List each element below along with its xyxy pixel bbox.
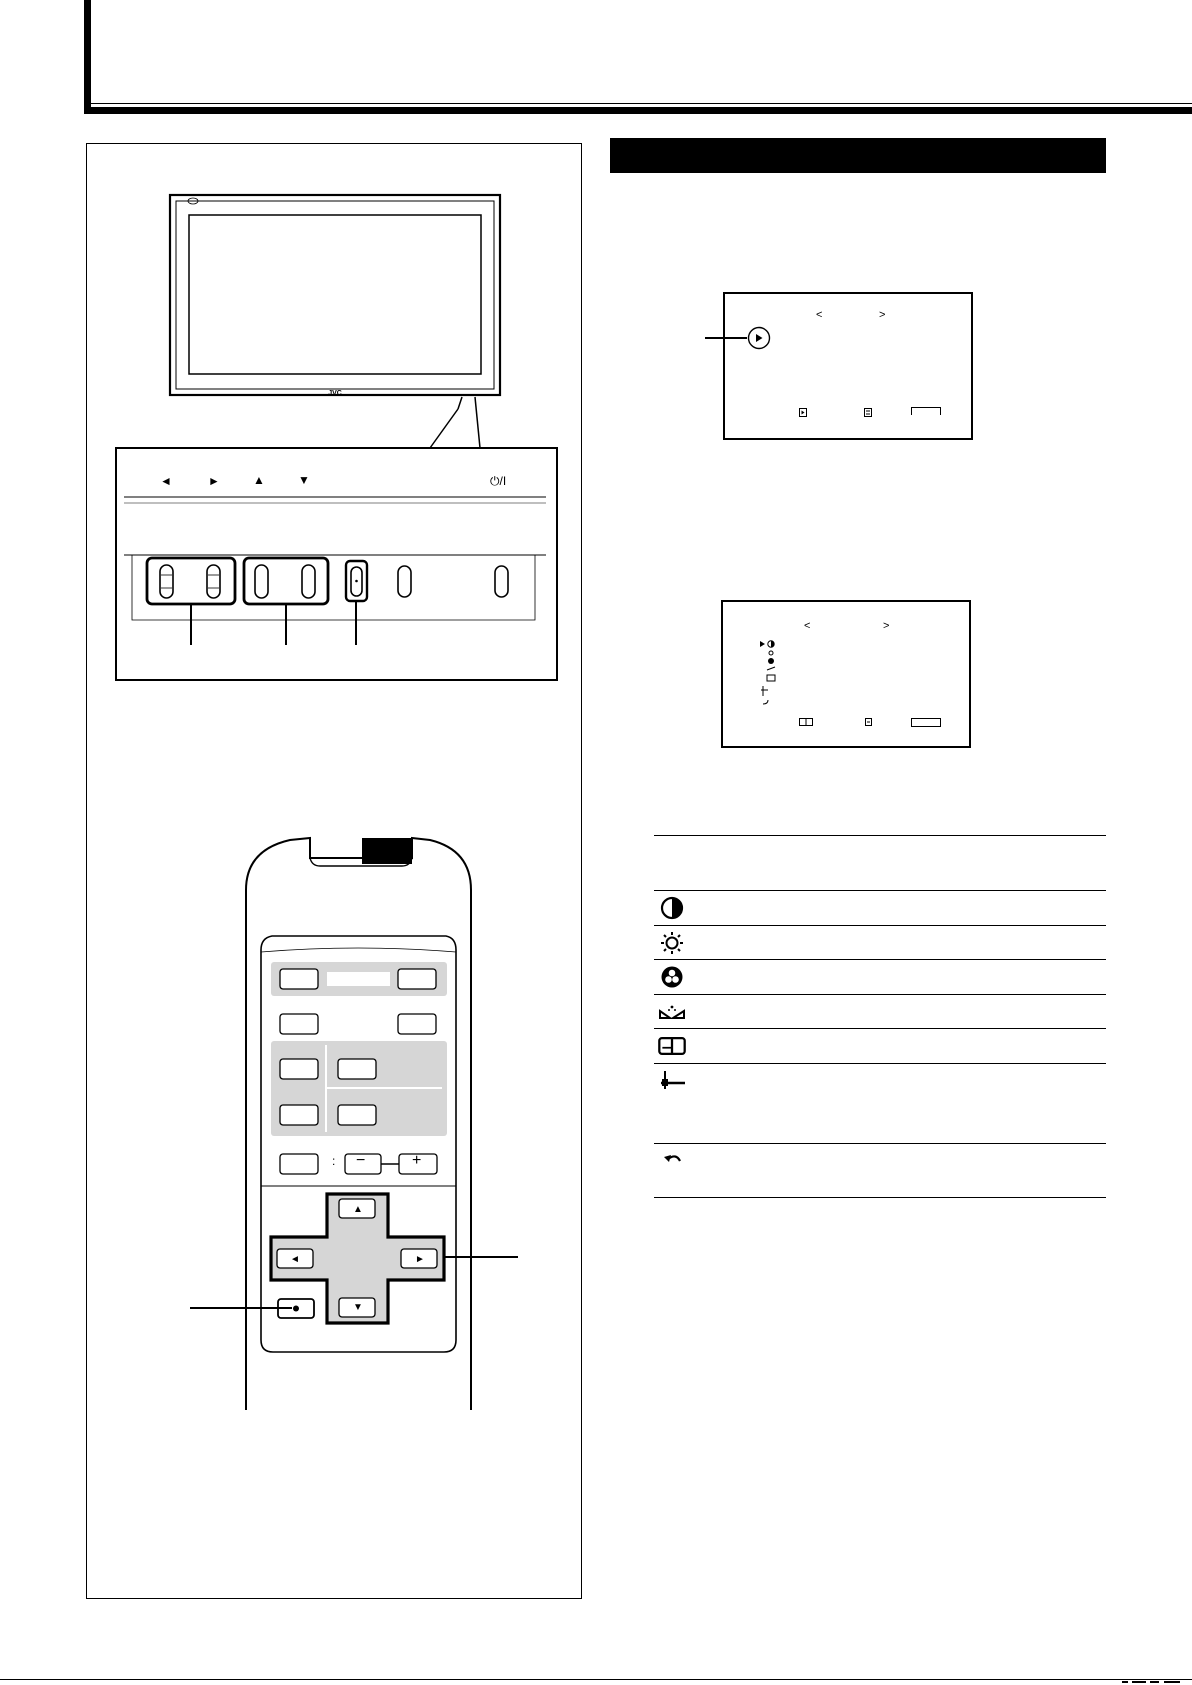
remote-button-3: [280, 1014, 318, 1034]
remote-minus-label: −: [356, 1152, 366, 1169]
cursor-right-label: ►: [415, 1254, 425, 1265]
panel-button-power: [495, 566, 508, 597]
table-row-reset: [654, 1143, 1106, 1198]
osd2-menu-icons: [760, 640, 776, 706]
osd1-bracket-left: <: [816, 309, 823, 321]
panel-button-down: [302, 565, 315, 598]
osd-screen-2: [721, 600, 971, 748]
monitor-screen: [189, 215, 481, 374]
osd1-button-outline: [911, 407, 941, 415]
header-thick-rule: [84, 107, 1192, 114]
panel-button-left: [160, 565, 173, 598]
contrast-icon: [658, 896, 686, 920]
monitor-illustration: [100, 185, 570, 685]
sharpness-icon: [658, 1000, 686, 1024]
header-vertical-rule: [84, 0, 91, 114]
osd2-button-outline: [911, 718, 941, 727]
osd1-selector-icon: [747, 326, 771, 350]
panel-label-power: ⏻/I: [490, 474, 507, 488]
table-row-sharpness: [654, 994, 1106, 1028]
osd1-small-icon-1: [799, 408, 807, 417]
remote-adjust-button: [280, 1154, 318, 1174]
osd1-small-icon-2: [864, 408, 872, 417]
panel-label-left: ◄: [160, 474, 172, 488]
table-header-row: [654, 835, 1106, 890]
osd2-small-icon-2: [865, 718, 872, 726]
panel-label-right: ►: [208, 474, 220, 488]
remote-colon: :: [332, 1154, 336, 1168]
remote-button-4: [398, 1014, 436, 1034]
color-icon: [658, 965, 686, 989]
table-row-brightness: [654, 925, 1106, 959]
osd2-bracket-left: <: [804, 620, 811, 632]
brand-logo: JVC: [328, 390, 342, 397]
footer-mark: [1122, 1680, 1182, 1684]
table-row-color: [654, 959, 1106, 994]
white-balance-icon: [658, 1069, 686, 1093]
osd2-small-icon-1: [799, 718, 813, 726]
panel-label-down: ▼: [298, 473, 310, 487]
osd-screen-1: [723, 292, 973, 440]
cursor-down-label: ▼: [353, 1302, 363, 1313]
cursor-left-label: ◄: [290, 1254, 300, 1265]
cursor-up-label: ▲: [353, 1204, 363, 1215]
tint-icon: [658, 1034, 686, 1058]
remote-button-2: [398, 969, 436, 989]
osd1-bracket-right: >: [879, 309, 886, 321]
remote-plus-label: +: [412, 1152, 422, 1169]
osd1-callout-line: [705, 337, 747, 339]
footer-rule: [0, 1679, 1192, 1680]
remote-label-strip: [327, 972, 390, 986]
reset-icon: [658, 1149, 686, 1173]
panel-button-input: [398, 566, 411, 597]
brightness-icon: [658, 931, 686, 955]
section-heading-bar: [610, 138, 1106, 173]
header-thin-rule: [84, 103, 1192, 104]
remote-button-1: [280, 969, 318, 989]
panel-label-up: ▲: [253, 473, 265, 487]
table-row-white-balance: [654, 1063, 1106, 1143]
table-row-tint: [654, 1028, 1106, 1063]
panel-button-right: [207, 565, 220, 598]
table-row-contrast: [654, 890, 1106, 925]
panel-button-up: [255, 565, 268, 598]
osd2-bracket-right: >: [883, 620, 890, 632]
remote-control-illustration: [190, 830, 530, 1415]
